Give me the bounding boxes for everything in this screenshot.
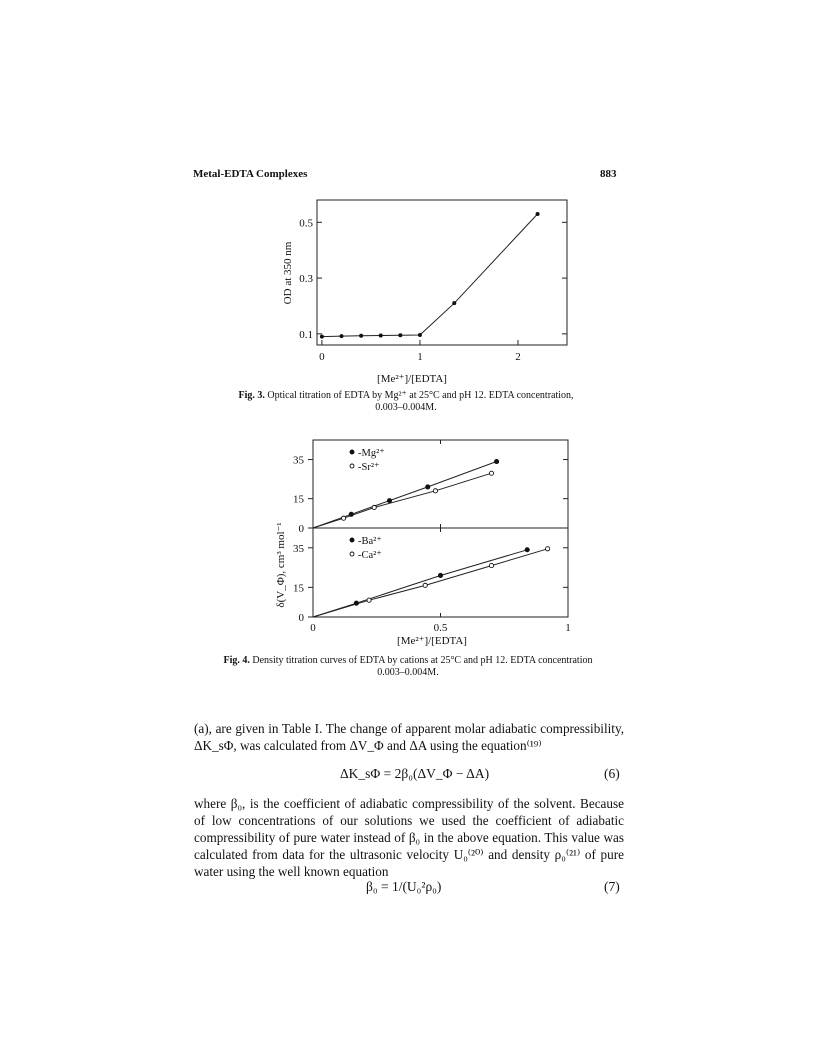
body-paragraph-2: where β₀, is the coefficient of adiabatic compressibility of the solvent. Because of low concentrations of our solutions we used the coefficient of adiabatic compressibility of pure water instead of β₀ in the above equation. This value was calculated from data for the ultrasonic velocity U₀⁽²⁰⁾ and density ρ₀⁽²¹⁾ of pure water using the well known equation [194, 796, 624, 879]
fig4-data-point [495, 459, 499, 463]
fig4-y-tick-label: 15 [293, 493, 304, 506]
equation-7-number: (7) [604, 879, 620, 894]
fig4-x-tick-label: 0 [310, 622, 316, 634]
fig3-data-point [359, 334, 363, 338]
fig4-caption-label: Fig. 4. [223, 655, 250, 666]
fig4-x-tick-label: 1 [565, 622, 571, 634]
fig4-data-point [349, 512, 353, 516]
fig4-data-point [372, 505, 376, 509]
fig4-data-point [354, 601, 358, 605]
fig4-data-point [438, 573, 442, 577]
fig4-x-tick-label: 0.5 [433, 622, 448, 634]
page-number: 883 [600, 168, 617, 180]
fig4-legend-marker [350, 450, 354, 454]
fig4-data-point [423, 583, 427, 587]
fig4-data-point [525, 548, 529, 552]
running-title: Metal-EDTA Complexes [193, 168, 308, 180]
fig3-data-point [320, 335, 324, 339]
fig4-y-tick-label: 0 [298, 523, 304, 535]
equation-6: ΔK_sΦ = 2β₀(ΔV_Φ − ΔA) [340, 766, 490, 781]
fig4-data-point [342, 516, 346, 520]
fig4-caption-text-2: 0.003–0.004M. [377, 667, 439, 678]
fig4-y-tick-label: 0 [298, 612, 304, 624]
fig3-y-tick-label: 0.1 [299, 328, 313, 341]
fig3-chart [270, 195, 570, 390]
fig4-y-axis-label: δ(V_Φ), cm³ mol⁻¹ [275, 522, 287, 608]
fig4-legend-label: -Ca²⁺ [358, 550, 382, 561]
fig3-caption-text-2: 0.003–0.004M. [375, 402, 437, 413]
fig3-data-point [379, 334, 383, 338]
fig4-series-line [313, 462, 497, 529]
fig3-data-point [340, 334, 344, 338]
fig3-y-tick-label: 0.3 [299, 273, 313, 286]
fig3-caption [190, 390, 622, 414]
fig3-x-tick-label: 0 [319, 351, 325, 363]
fig4-y-tick-label: 35 [293, 542, 304, 555]
fig3-data-point [418, 333, 422, 337]
fig4-data-point [433, 489, 437, 493]
fig3-series-line [322, 214, 538, 337]
fig4-x-axis-label: [Me²⁺]/[EDTA] [397, 635, 467, 647]
fig4-data-point [426, 485, 430, 489]
fig4-series-line [313, 549, 548, 617]
fig4-data-point [367, 598, 371, 602]
fig4-data-point [387, 499, 391, 503]
fig3-plot-frame [317, 200, 567, 345]
fig4-data-point [489, 563, 493, 567]
body-paragraph-1: (a), are given in Table I. The change of apparent molar adiabatic compressibility, ΔK_sΦ, was calculated from ΔV_Φ and ΔA using the equation⁽¹⁹⁾ [194, 721, 624, 753]
fig3-caption-label: Fig. 3. [238, 390, 265, 401]
fig3-y-axis-label: OD at 350 nm [282, 241, 294, 305]
fig3-x-axis-label: [Me²⁺]/[EDTA] [377, 373, 447, 385]
fig4-y-tick-label: 15 [293, 582, 304, 595]
fig4-caption-text: Density titration curves of EDTA by cations at 25°C and pH 12. EDTA concentration [252, 655, 593, 666]
fig4-legend-marker [350, 538, 354, 542]
fig4-legend-label: -Ba²⁺ [358, 536, 382, 547]
equation-7: β₀ = 1/(U₀²ρ₀) [366, 879, 442, 894]
fig4-chart [262, 435, 582, 650]
fig4-data-point [546, 547, 550, 551]
fig3-x-tick-label: 1 [417, 351, 423, 363]
fig3-x-tick-label: 2 [515, 351, 521, 363]
fig3-caption-text: Optical titration of EDTA by Mg²⁺ at 25°C and pH 12. EDTA concentration, [267, 390, 574, 401]
equation-6-number: (6) [604, 766, 620, 781]
fig4-series-line [313, 473, 492, 528]
fig3-data-point [452, 301, 456, 305]
fig4-caption [190, 655, 626, 679]
fig4-legend-label: -Sr²⁺ [358, 462, 380, 473]
fig4-y-tick-label: 35 [293, 454, 304, 467]
fig3-data-point [398, 333, 402, 337]
fig4-legend-label: -Mg²⁺ [358, 448, 385, 459]
fig3-data-point [536, 212, 540, 216]
fig4-legend-marker [350, 464, 354, 468]
fig3-y-tick-label: 0.5 [299, 217, 313, 230]
fig4-legend-marker [350, 552, 354, 556]
fig4-data-point [489, 471, 493, 475]
